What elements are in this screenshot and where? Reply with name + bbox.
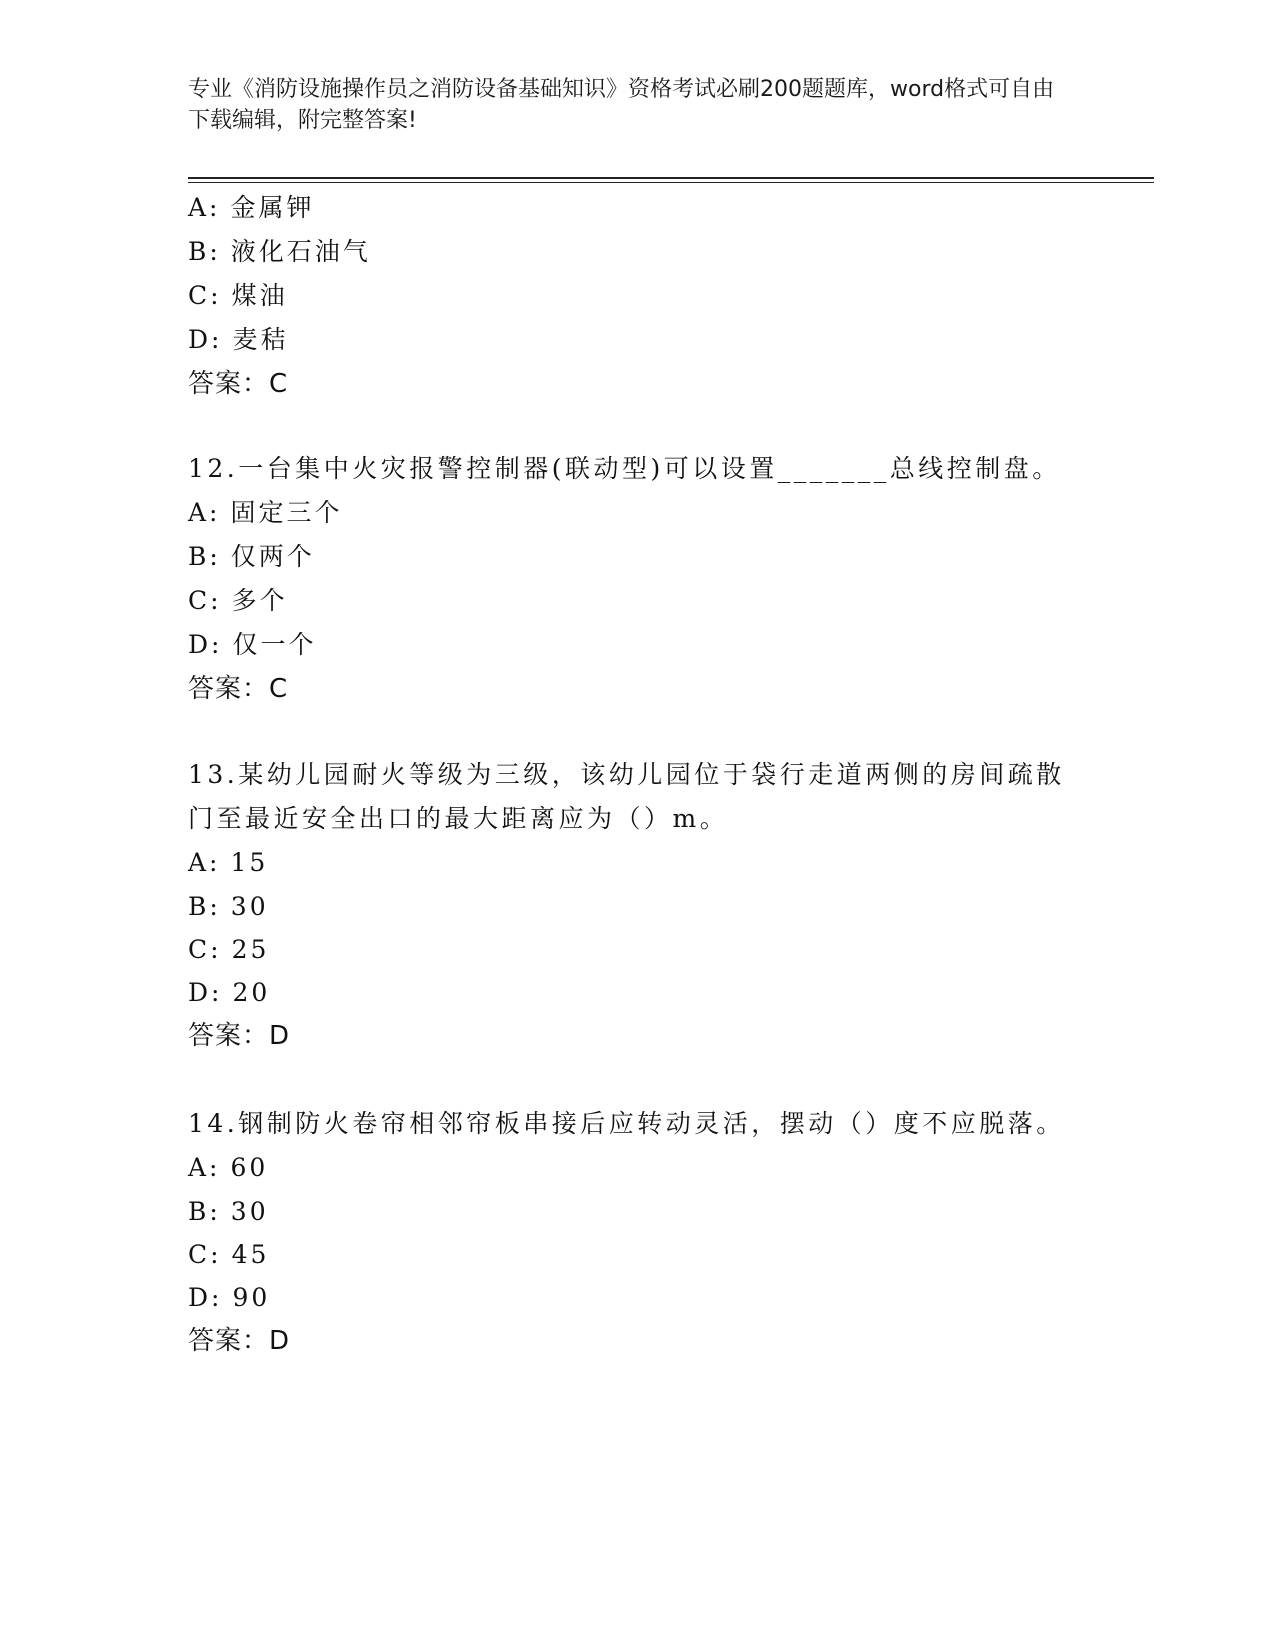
option-a: A: 15 — [188, 848, 269, 877]
option-a: A: 固定三个 — [188, 498, 343, 527]
answer: 答案：C — [188, 674, 289, 704]
option-d: D: 仅一个 — [188, 630, 317, 659]
option-d: D: 90 — [188, 1283, 271, 1312]
header-rule-thick — [188, 177, 1154, 179]
option-c: C: 多个 — [188, 586, 288, 615]
option-c: C: 25 — [188, 935, 270, 964]
option-b: B: 仅两个 — [188, 542, 315, 571]
document-header: 专业《消防设施操作员之消防设备基础知识》资格考试必刷200题题库，word格式可自由下载编辑，附完整答案! — [188, 77, 1055, 133]
answer: 答案：D — [188, 1326, 291, 1356]
question-12-stem: 12.一台集中火灾报警控制器(联动型)可以设置_______总线控制盘。 — [188, 454, 1061, 483]
option-a: A: 60 — [188, 1153, 269, 1182]
option-b: B: 30 — [188, 1197, 269, 1226]
answer: 答案：D — [188, 1021, 291, 1051]
option-b: B: 液化石油气 — [188, 237, 371, 266]
option-c: C: 煤油 — [188, 281, 288, 310]
header-rule-thin — [188, 182, 1154, 183]
option-b: B: 30 — [188, 892, 269, 921]
option-d: D: 麦秸 — [188, 325, 289, 354]
question-13-stem-line-1: 13.某幼儿园耐火等级为三级，该幼儿园位于袋行走道两侧的房间疏散 — [188, 760, 1065, 789]
option-a: A: 金属钾 — [188, 193, 315, 222]
option-d: D: 20 — [188, 978, 271, 1007]
question-14-stem: 14.钢制防火卷帘相邻帘板串接后应转动灵活，摆动（）度不应脱落。 — [188, 1109, 1065, 1138]
option-c: C: 45 — [188, 1240, 270, 1269]
question-13-stem-line-2: 门至最近安全出口的最大距离应为（）m。 — [188, 804, 729, 833]
answer: 答案：C — [188, 369, 289, 399]
